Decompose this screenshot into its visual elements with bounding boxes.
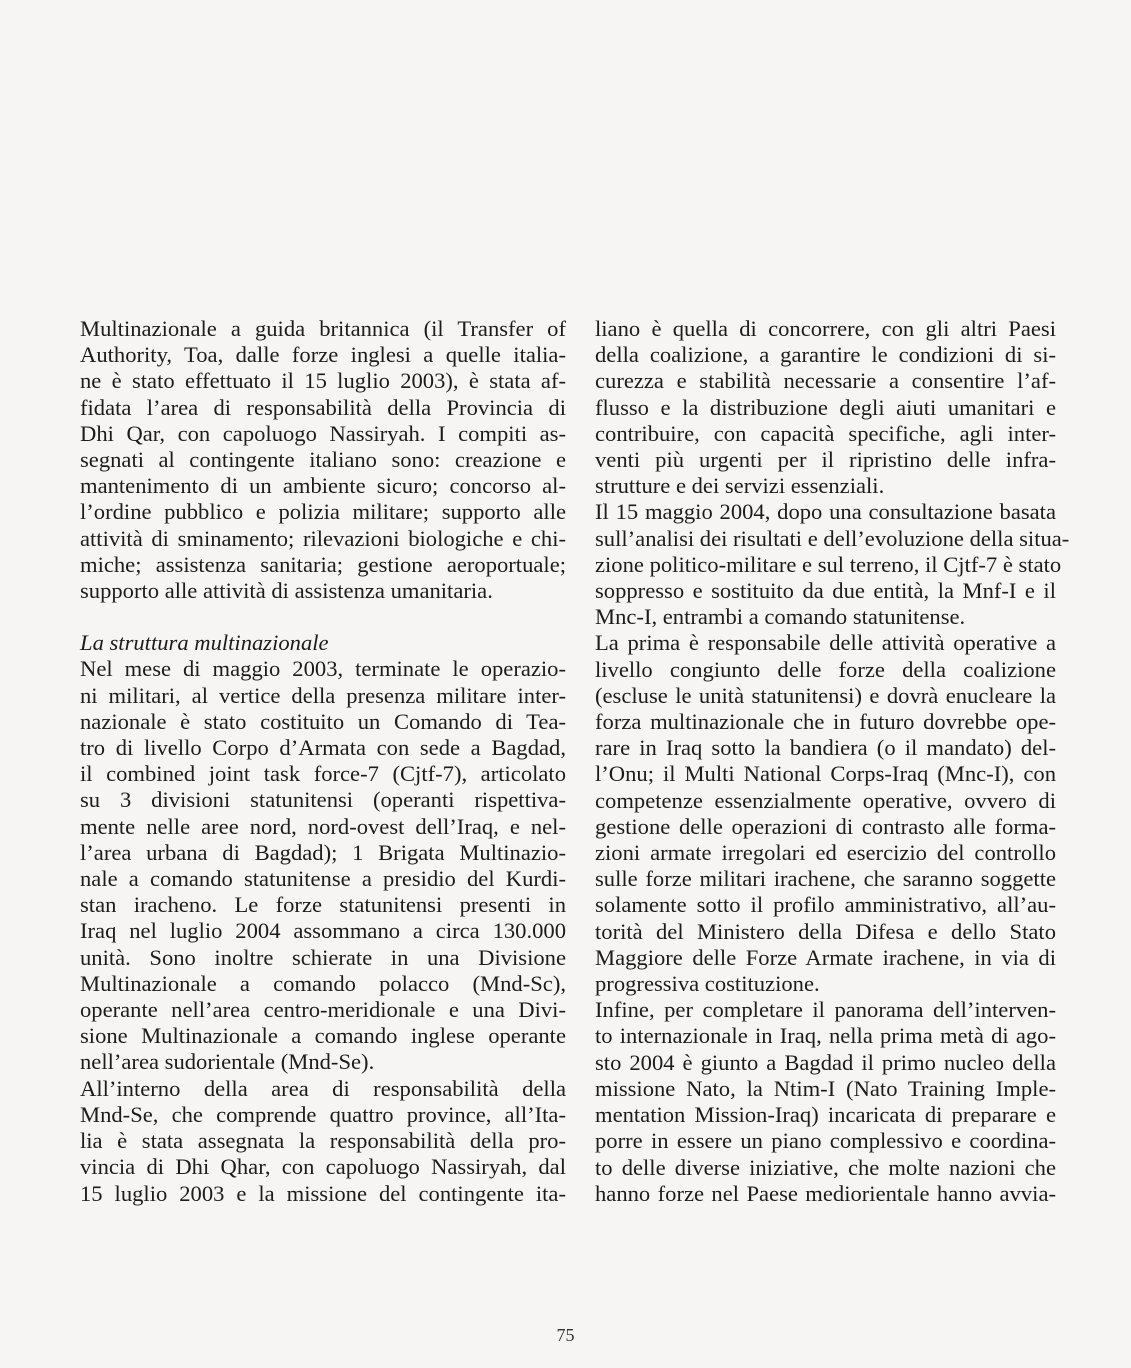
text-line: ne è stato effettuato il 15 luglio 2003), è stata af- — [80, 368, 566, 394]
text-line: Multinazionale a guida britannica (il Transfer of — [80, 316, 566, 341]
text-line: vincia di Dhi Qhar, con capoluogo Nassiryah, dal — [80, 1154, 566, 1180]
text-line: strutture e dei servizi essenziali. — [595, 473, 885, 499]
text-line: operante nell’area centro-meridionale e una Divi- — [80, 997, 566, 1023]
text-line: sull’analisi dei risultati e dell’evoluzione della situa- — [595, 525, 1070, 551]
text-line: missione Nato, la Ntim-I (Nato Training Imple- — [595, 1075, 1056, 1101]
text-line: contribuire, con capacità specifiche, agli inter- — [595, 420, 1056, 446]
text-line: zioni armate irregolari ed esercizio del controllo — [595, 840, 1056, 866]
text-line: segnati al contingente italiano sono: creazione e — [80, 447, 566, 473]
text-line: il combined joint task force-7 (Cjtf-7), articolato — [80, 761, 566, 787]
text-line: to internazionale in Iraq, nella prima metà di ago- — [595, 1023, 1056, 1049]
text-line: gestione delle operazioni di contrasto alle forma- — [595, 813, 1056, 839]
text-line: Iraq nel luglio 2004 assommano a circa 130.000 — [80, 918, 566, 944]
text-line: Nel mese di maggio 2003, terminate le operazio- — [80, 656, 566, 682]
text-line: Mnc-I, entrambi a comando statunitense. — [595, 604, 966, 630]
text-line: nazionale è stato costituito un Comando di Tea- — [80, 708, 566, 734]
text-line: sto 2004 è giunto a Bagdad il primo nucleo della — [595, 1049, 1056, 1075]
text-line: l’Onu; il Multi National Corps-Iraq (Mnc-I), con — [595, 761, 1056, 787]
text-line: stan iracheno. Le forze statunitensi presenti in — [80, 892, 566, 918]
text-line: lia è stata assegnata la responsabilità della pro- — [80, 1128, 566, 1154]
text-line: Dhi Qar, con capoluogo Nassiryah. I compiti as- — [80, 420, 566, 446]
text-line: su 3 divisioni statunitensi (operanti rispettiva- — [80, 787, 566, 813]
text-line: fidata l’area di responsabilità della Provincia di — [80, 394, 566, 420]
text-line: attività di sminamento; rilevazioni biologiche e chi- — [80, 525, 566, 551]
text-line: to delle diverse iniziative, che molte nazioni che — [595, 1154, 1056, 1180]
text-line: sulle forze militari irachene, che saranno soggette — [595, 866, 1056, 892]
text-line: porre in essere un piano complessivo e coordina- — [595, 1128, 1056, 1154]
text-line: Il 15 maggio 2004, dopo una consultazione basata — [595, 499, 1056, 525]
text-line: nell’area sudorientale (Mnd-Se). — [80, 1049, 375, 1075]
left-column — [80, 316, 566, 1207]
text-line: (escluse le unità statunitensi) e dovrà enucleare la — [595, 682, 1056, 708]
text-line: ni militari, al vertice della presenza militare inter- — [80, 682, 566, 708]
text-line: Mnd-Se, che comprende quattro province, all’Ita- — [80, 1101, 566, 1127]
text-line: unità. Sono inoltre schierate in una Divisione — [80, 944, 566, 970]
text-line: torità del Ministero della Difesa e dello Stato — [595, 918, 1056, 944]
text-line: hanno forze nel Paese mediorientale hanno avvia- — [595, 1180, 1056, 1206]
text-line: La prima è responsabile delle attività operative a — [595, 630, 1056, 656]
text-line: l’area urbana di Bagdad); 1 Brigata Multinazio- — [80, 839, 566, 865]
text-line: venti più urgenti per il ripristino delle infra- — [595, 447, 1056, 473]
text-line: mente nelle aree nord, nord-ovest dell’Iraq, e nel- — [80, 813, 566, 839]
text-line: 15 luglio 2003 e la missione del contingente ita- — [80, 1180, 566, 1206]
text-line: All’interno della area di responsabilità della — [80, 1075, 566, 1101]
section-heading: La struttura multinazionale — [80, 630, 329, 656]
text-line: sione Multinazionale a comando inglese operante — [80, 1023, 566, 1049]
text-line: l’ordine pubblico e polizia militare; supporto alle — [80, 499, 566, 525]
text-line: progressiva costituzione. — [595, 971, 820, 997]
text-line: rare in Iraq sotto la bandiera (o il mandato) del- — [595, 735, 1056, 761]
text-line: tro di livello Corpo d’Armata con sede a Bagdad, — [80, 735, 566, 761]
text-line: supporto alle attività di assistenza umanitaria. — [80, 578, 493, 604]
text-line: Maggiore delle Forze Armate irachene, in via di — [595, 944, 1056, 970]
text-line: livello congiunto delle forze della coalizione — [595, 656, 1056, 682]
text-line: soppresso e sostituito da due entità, la Mnf-I e il — [595, 578, 1056, 604]
page-number: 75 — [556, 1325, 575, 1345]
text-line: della coalizione, a garantire le condizioni di si- — [595, 342, 1056, 368]
text-line: miche; assistenza sanitaria; gestione aeroportuale; — [80, 551, 566, 577]
text-line: Authority, Toa, dalle forze inglesi a quelle italia- — [80, 342, 566, 368]
text-line: mantenimento di un ambiente sicuro; concorso al- — [80, 473, 566, 499]
text-line: flusso e la distribuzione degli aiuti umanitari e — [595, 394, 1056, 420]
right-column — [595, 316, 1070, 1207]
text-line: Infine, per completare il panorama dell’interven- — [595, 997, 1056, 1023]
text-line: Multinazionale a comando polacco (Mnd-Sc), — [80, 970, 566, 996]
text-line: nale a comando statunitense a presidio del Kurdi- — [80, 866, 566, 892]
text-line: solamente sotto il profilo amministrativo, all’au- — [595, 892, 1056, 918]
text-line: curezza e stabilità necessarie a consentire l’af- — [595, 368, 1056, 394]
text-line: liano è quella di concorrere, con gli altri Paesi — [595, 316, 1056, 341]
text-line: zione politico-militare e sul terreno, il Cjtf-7 è stato — [595, 551, 1062, 577]
text-line: forza multinazionale che in futuro dovrebbe ope- — [595, 709, 1056, 735]
text-line: mentation Mission-Iraq) incaricata di preparare e — [595, 1102, 1056, 1128]
text-line: competenze essenzialmente operative, ovvero di — [595, 787, 1056, 813]
